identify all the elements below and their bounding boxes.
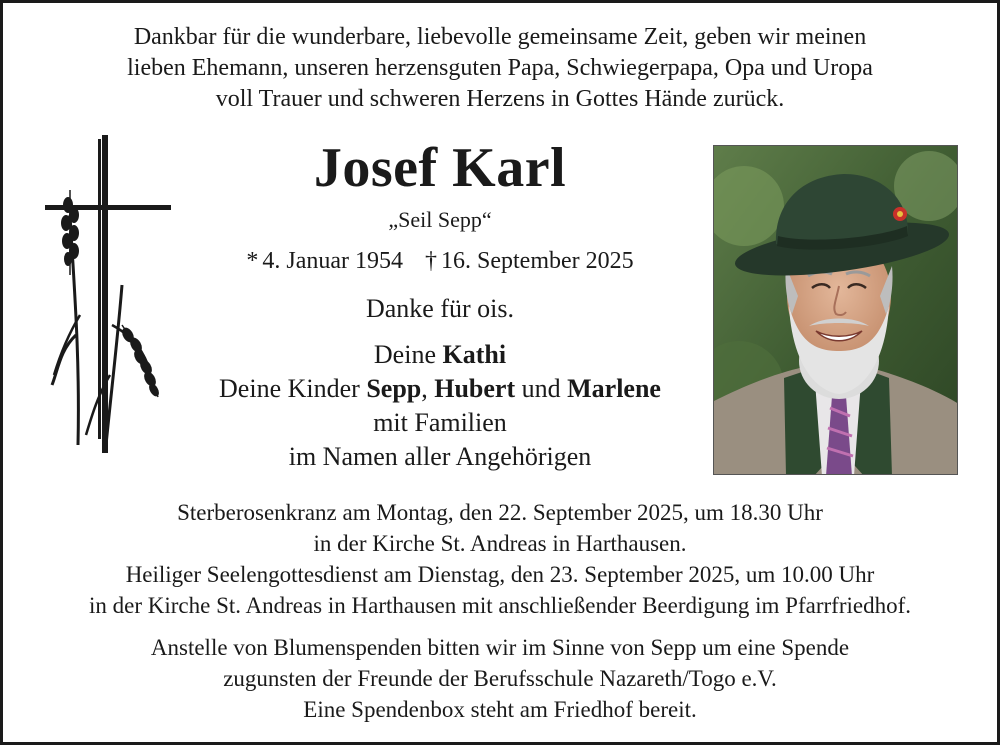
- thanks-line: [160, 292, 720, 326]
- signer-line-families: mit Familien: [373, 408, 507, 437]
- service-line: Sterberosenkranz am Montag, den 22. September 2025, um 18.30 Uhr: [177, 500, 823, 525]
- life-dates: [180, 248, 700, 275]
- donation-line: Eine Spendenbox steht am Friedhof bereit.: [303, 697, 697, 722]
- signer-line-children: [160, 372, 720, 406]
- deceased-nickname: „Seil Sepp“: [388, 207, 492, 232]
- signers: [160, 338, 720, 474]
- donation-note: [20, 632, 980, 725]
- child-name: Marlene: [567, 374, 661, 403]
- service-details: [20, 497, 980, 621]
- child-name: Sepp: [366, 374, 422, 403]
- intro-line: Dankbar für die wunderbare, liebevolle gemeinsame Zeit, geben wir meinen: [133, 24, 867, 50]
- signer-line-relatives: im Namen aller Angehörigen: [288, 442, 592, 471]
- intro-line: voll Trauer und schweren Herzens in Gottes Hände zurück.: [215, 86, 785, 112]
- cross-with-wheat-icon: [40, 135, 180, 455]
- service-line: in der Kirche St. Andreas in Harthausen mit anschließender Beerdigung im Pfarrfriedhof.: [88, 593, 911, 618]
- separator: und: [515, 374, 568, 403]
- service-line: Heiliger Seelengottesdienst am Dienstag, den 23. September 2025, um 10.00 Uhr: [125, 562, 875, 587]
- donation-line: Anstelle von Blumenspenden bitten wir im Sinne von Sepp um eine Spende: [150, 635, 850, 660]
- separator: ,: [421, 374, 435, 403]
- thanks-text: Danke für ois.: [365, 294, 514, 323]
- service-line: in der Kirche St. Andreas in Harthausen.: [313, 531, 687, 556]
- wife-name: Kathi: [442, 340, 507, 369]
- death-symbol: †: [425, 248, 437, 274]
- signer-prefix: Deine: [373, 340, 443, 369]
- signer-line-wife: [160, 338, 720, 372]
- intro-line: lieben Ehemann, unseren herzensguten Papa, Schwiegerpapa, Opa und Uropa: [127, 55, 873, 81]
- deceased-name: Josef Karl: [313, 137, 567, 199]
- donation-line: zugunsten der Freunde der Berufsschule Nazareth/Togo e.V.: [223, 666, 777, 691]
- portrait-photo: [713, 145, 958, 475]
- signer-prefix: Deine Kinder: [219, 374, 367, 403]
- child-name: Hubert: [434, 374, 516, 403]
- death-date: 16. September 2025: [441, 248, 634, 274]
- birth-date: 4. Januar 1954: [262, 248, 403, 274]
- birth-symbol: *: [246, 248, 259, 274]
- intro-text: [40, 22, 960, 115]
